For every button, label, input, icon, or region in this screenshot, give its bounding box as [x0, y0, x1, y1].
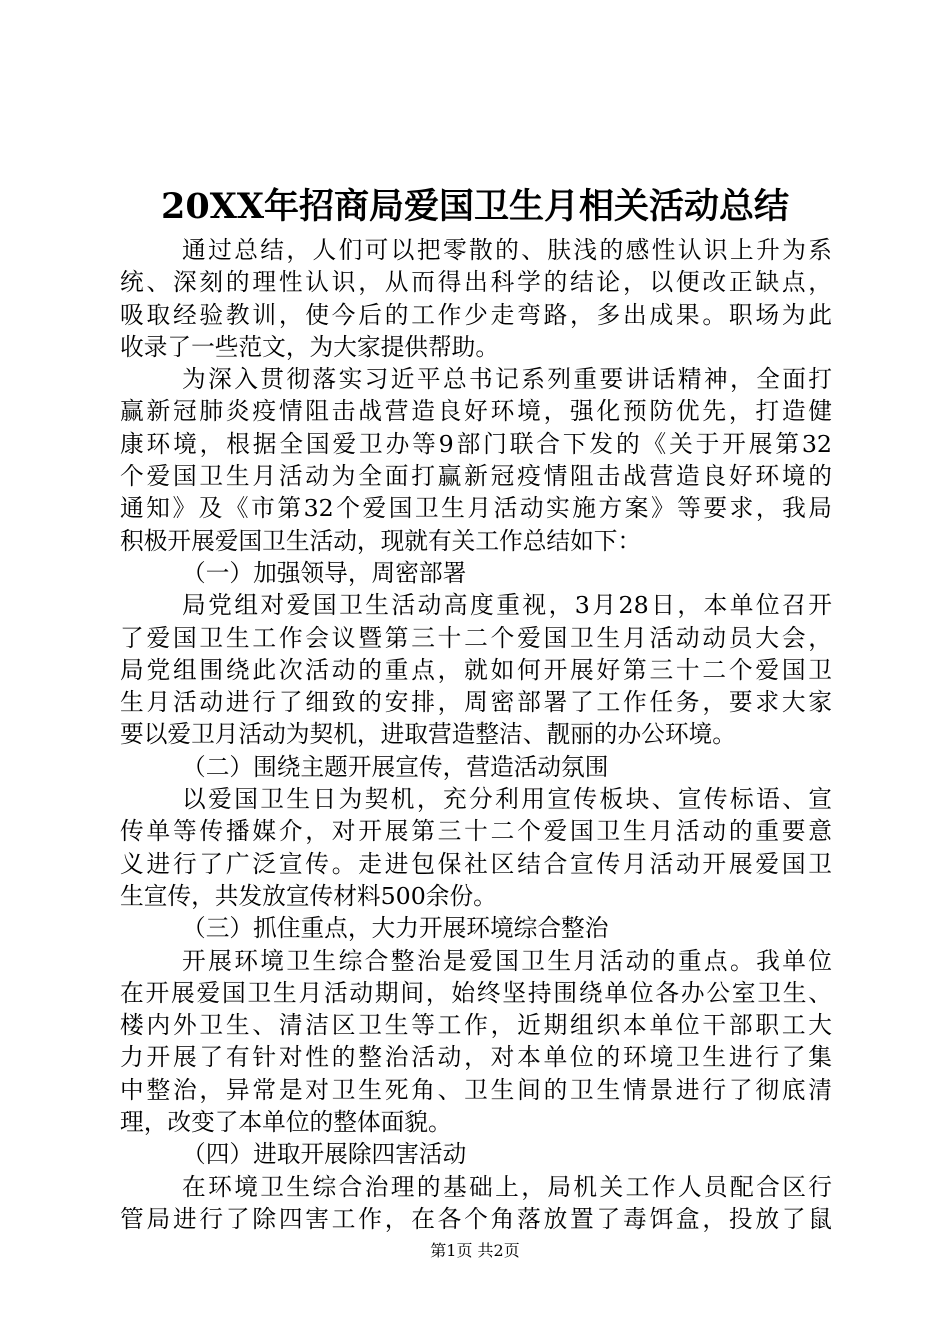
body-line: 局党组对爱国卫生活动高度重视，3月28日，本单位召开: [182, 591, 832, 620]
body-line: 中整治，异常是对卫生死角、卫生间的卫生情景进行了彻底清: [120, 1075, 832, 1104]
body-line: 赢新冠肺炎疫情阻击战营造良好环境，强化预防优先，打造健: [120, 397, 832, 426]
body-line: 力开展了有针对性的整治活动，对本单位的环境卫生进行了集: [120, 1043, 832, 1072]
body-line: （一）加强领导，周密部署: [182, 558, 467, 587]
body-line: （四）进取开展除四害活动: [182, 1140, 467, 1169]
body-line: 生月活动进行了细致的安排，周密部署了工作任务，要求大家: [120, 688, 832, 717]
body-line: 通知》及《市第32个爱国卫生月活动实施方案》等要求，我局: [120, 494, 832, 523]
body-line: 义进行了广泛宣传。走进包保社区结合宣传月活动开展爱国卫: [120, 849, 832, 878]
body-line: 以爱国卫生日为契机，充分利用宣传板块、宣传标语、宣: [182, 785, 832, 814]
body-line: 传单等传播媒介，对开展第三十二个爱国卫生月活动的重要意: [120, 817, 832, 846]
body-line: （三）抓住重点，大力开展环境综合整治: [182, 914, 609, 943]
body-line: 管局进行了除四害工作，在各个角落放置了毒饵盒，投放了鼠: [120, 1204, 832, 1233]
body-line: 收录了一些范文，为大家提供帮助。: [120, 332, 500, 361]
body-line: 为深入贯彻落实习近平总书记系列重要讲话精神，全面打: [182, 365, 832, 394]
body-line: 通过总结，人们可以把零散的、肤浅的感性认识上升为系: [182, 236, 832, 264]
body-line: 康环境，根据全国爱卫办等9部门联合下发的《关于开展第32: [120, 429, 832, 458]
body-line: 开展环境卫生综合整治是爱国卫生月活动的重点。我单位: [182, 946, 832, 975]
body-line: 在环境卫生综合治理的基础上，局机关工作人员配合区行: [182, 1172, 832, 1201]
body-line: 在开展爱国卫生月活动期间，始终坚持围绕单位各办公室卫生、: [120, 978, 832, 1007]
body-line: （二）围绕主题开展宣传，营造活动氛围: [182, 752, 609, 781]
document-title: 20XX年招商局爱国卫生月相关活动总结: [160, 186, 790, 227]
body-line: 了爱国卫生工作会议暨第三十二个爱国卫生月活动动员大会，: [120, 623, 832, 652]
document-body: [120, 234, 832, 1235]
body-line: 理，改变了本单位的整体面貌。: [120, 1108, 452, 1137]
body-line: 楼内外卫生、清洁区卫生等工作，近期组织本单位干部职工大: [120, 1011, 832, 1040]
body-line: 局党组围绕此次活动的重点，就如何开展好第三十二个爱国卫: [120, 655, 832, 684]
body-line: 生宣传，共发放宣传材料500余份。: [120, 881, 497, 910]
body-line: 个爱国卫生月活动为全面打赢新冠疫情阻击战营造良好环境的: [120, 462, 832, 491]
page-footer: 第1页 共2页: [430, 1241, 520, 1260]
body-line: 积极开展爱国卫生活动，现就有关工作总结如下：: [120, 526, 642, 555]
body-line: 统、深刻的理性认识，从而得出科学的结论，以便改正缺点，: [120, 268, 832, 297]
body-line: 要以爱卫月活动为契机，进取营造整洁、靓丽的办公环境。: [120, 720, 736, 749]
body-line: 吸取经验教训，使今后的工作少走弯路，多出成果。职场为此: [120, 300, 832, 329]
